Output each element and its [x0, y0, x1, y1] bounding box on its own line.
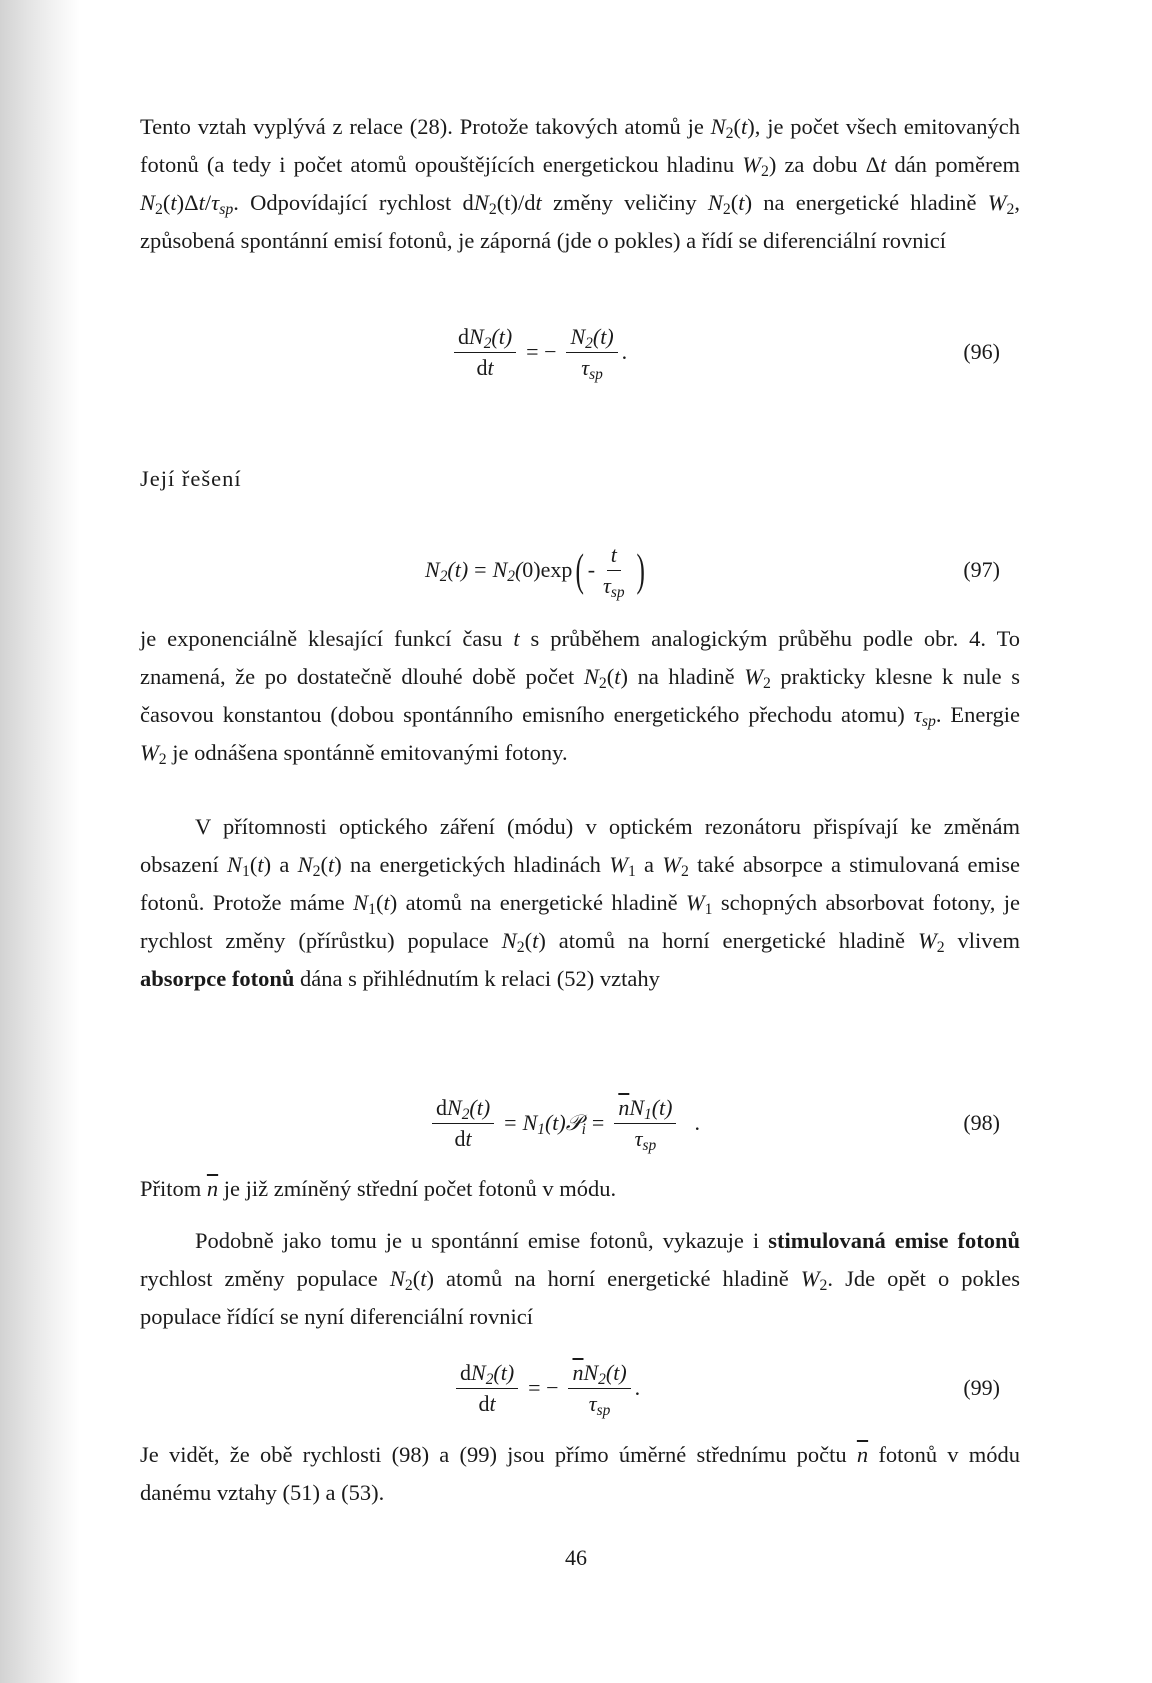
paragraph-1: Tento vztah vyplývá z relace (28). Protože takových atomů je $N_2(t)$, je počet všech emitovaných fotonů (a tedy i počet atomů opouštějících energetickou hladinu $W_2$) za dobu Δt dán poměrem $N_2(t)\Delta t/\tau_{sp}$. Odpovídající rychlost $dN_2(t)/dt$ změny veličiny $N_2(t)$ na energetické hladině $W_2$, způsobená spontánní emisí fotonů, je záporná (jde o pokles) a řídí se diferenciální rovnicí	[140, 114, 1021, 253]
equation-number-98: (98)	[963, 1110, 1000, 1135]
equation-number-97: (97)	[963, 557, 1000, 582]
page-number: 46	[565, 1545, 587, 1570]
solution-label: Její řešení	[140, 466, 242, 491]
paragraph-4: Přitom $\overline{n}$ je již zmíněný střední počet fotonů v módu.	[140, 1176, 617, 1201]
paragraph-5: Podobně jako tomu je u spontánní emise fotonů, vykazuje i stimulovaná emise fotonů rychlost změny populace $N_2(t)$ atomů na horní energetické hladině $W_2$. Jde opět o pokles populace řídící se nyní diferenciální rovnicí	[140, 1228, 1020, 1329]
paragraph-3: V přítomnosti optického záření (módu) v optickém rezonátoru přispívají ke změnám obsazení $N_1(t)$ a $N_2(t)$ na energetických hladinách $W_1$ a $W_2$ také absorpce a stimulovaná emise fotonů. Protože máme $N_1(t)$ atomů na energetické hladině $W_1$ schopných absorbovat fotony, je rychlost změny (přírůstku) populace $N_2(t)$ atomů na horní energetické hladině $W_2$ vlivem absorpce fotonů dána s přihlédnutím k relaci (52) vztahy	[140, 814, 1020, 991]
equation-number-96: (96)	[963, 339, 1000, 364]
paragraph-2: je exponenciálně klesající funkcí času t s průběhem analogickým průběhu podle obr. 4. To znamená, že po dostatečně dlouhé době počet $N_2(t)$ na hladině $W_2$ prakticky klesne k nule s časovou konstantou (dobou spontánního emisního energetického přechodu atomu) $\tau_{sp}$. Energie $W_2$ je odnášena spontánně emitovanými fotony.	[140, 626, 1021, 768]
equation-99: $\frac{dN_2(t)}{dt}$ = − $\frac{\overline{n}N_2(t)}{\tau_{sp}}$ . (99)	[140, 1348, 1020, 1428]
paragraph-6: Je vidět, že obě rychlosti (98) a (99) jsou přímo úměrné střednímu počtu $\overline{n}$ fotonů v módu danému vztahy (51) a (53).	[140, 1442, 1020, 1505]
equation-96: $\frac{dN_2(t)}{dt}$ = − $\frac{N_2(t)}{\tau_{sp}}$ . (96)	[140, 312, 1020, 392]
equation-number-99: (99)	[963, 1375, 1000, 1400]
equation-97: $N_2(t)$ = $N_2(0)\exp$ ( - $\frac{t}{\tau_{sp}}$ ) (97)	[140, 530, 1020, 610]
equation-98: $\frac{dN_2(t)}{dt}$ = $N_1(t)𝒫_i$ = $\frac{\overline{n}N_1(t)}{\tau_{sp}}$ . (98)	[140, 1083, 1020, 1163]
